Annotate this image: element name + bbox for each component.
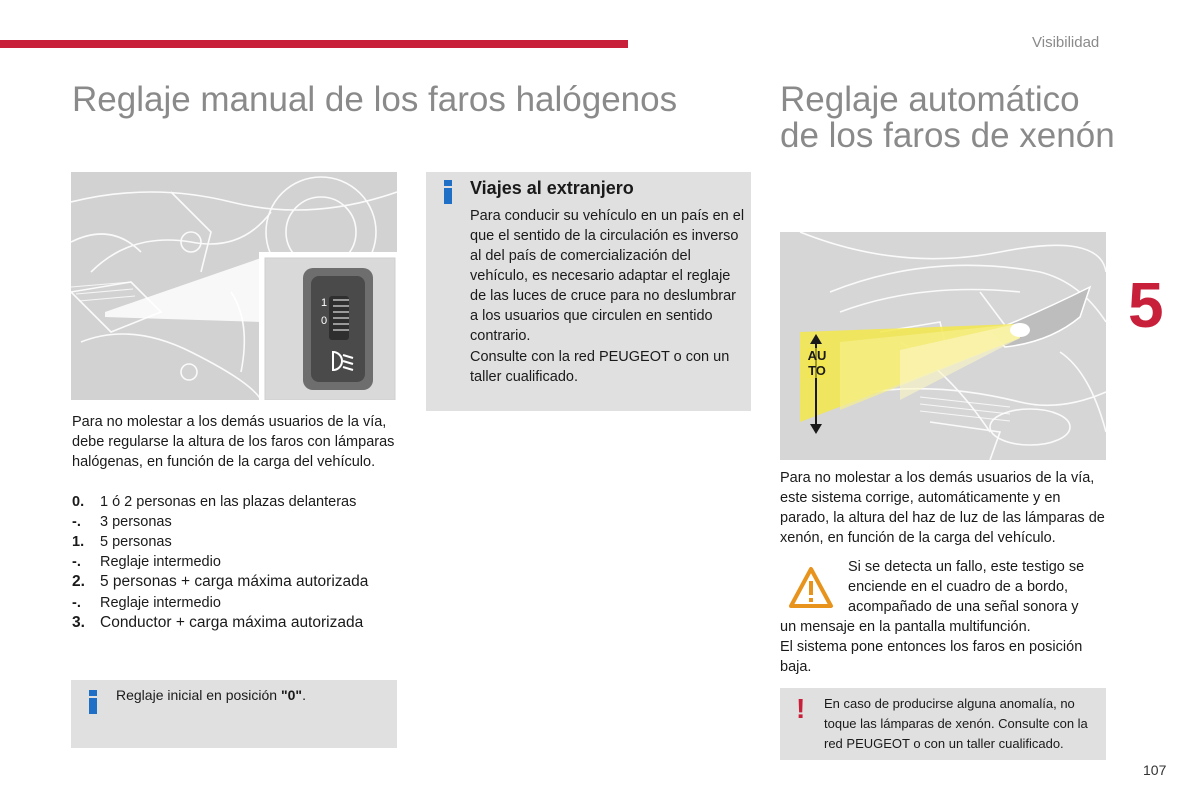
list-item: -. Reglaje intermedio xyxy=(72,554,221,570)
header-accent-bar xyxy=(0,40,628,48)
chapter-number: 5 xyxy=(1128,269,1164,341)
info-title-travel-abroad: Viajes al extranjero xyxy=(470,178,634,198)
dashboard-illustration xyxy=(71,172,397,400)
dial-label-0: 0 xyxy=(321,315,328,327)
caution-exclamation-icon: ! xyxy=(796,693,806,724)
title-auto-headlamp: Reglaje automático de los faros de xenón xyxy=(780,80,1115,155)
warning-text-continued: un mensaje en la pantalla multifunción. xyxy=(780,619,1031,635)
info-box-initial-setting xyxy=(71,680,397,748)
warning-triangle-icon xyxy=(788,566,834,615)
list-item: 2. 5 personas + carga máxima autorizada xyxy=(72,573,369,590)
list-item: -. Reglaje intermedio xyxy=(72,595,221,611)
title-manual-headlamp: Reglaje manual de los faros halógenos xyxy=(72,80,678,119)
manual-intro-text: Para no molestar a los demás usuarios de la vía, debe regularse la altura de los faros con lámparas halógenas, en función de la carga del vehículo. xyxy=(72,414,395,470)
info-text-initial-setting: Reglaje inicial en posición "0". xyxy=(116,687,306,703)
warning-text-system: El sistema pone entonces los faros en posición baja. xyxy=(780,639,1083,675)
dial-label-1: 1 xyxy=(321,297,328,309)
info-icon xyxy=(444,180,452,204)
auto-intro-text: Para no molestar a los demás usuarios de la vía, este sistema corrige, automáticamente y en parado, la altura del haz de luz de las lámparas de xenón, en función de la carga del vehículo. xyxy=(780,470,1105,546)
info-icon xyxy=(89,690,97,714)
caution-text: En caso de producirse alguna anomalía, no toque las lámparas de xenón. Consulte con la red PEUGEOT o con un taller cualificado. xyxy=(824,696,1088,751)
list-item: -. 3 personas xyxy=(72,514,172,530)
page-number: 107 xyxy=(1143,762,1167,778)
list-item: 1. 5 personas xyxy=(72,534,172,550)
info-box-travel-abroad xyxy=(426,172,751,411)
section-label: Visibilidad xyxy=(1032,34,1100,51)
info-text-travel-abroad-contact: Consulte con la red PEUGEOT o con un taller cualificado. xyxy=(470,349,730,385)
auto-label: AUTO xyxy=(807,348,827,378)
car-headlamp-illustration xyxy=(780,232,1106,460)
info-text-travel-abroad: Para conducir su vehículo en un país en el que el sentido de la circulación es inverso al del país de comercialización del vehículo, es necesario adaptar el reglaje de las luces de cruce para no deslumbrar a los usuarios que circulen en sentido contrario. xyxy=(470,208,745,344)
list-item: 0. 1 ó 2 personas en las plazas delanteras xyxy=(72,494,357,510)
list-item: 3. Conductor + carga máxima autorizada xyxy=(72,614,364,631)
caution-box-xenon xyxy=(780,688,1106,760)
warning-text: Si se detecta un fallo, este testigo se enciende en el cuadro de a bordo, acompañado de una señal sonora y xyxy=(848,559,1085,615)
